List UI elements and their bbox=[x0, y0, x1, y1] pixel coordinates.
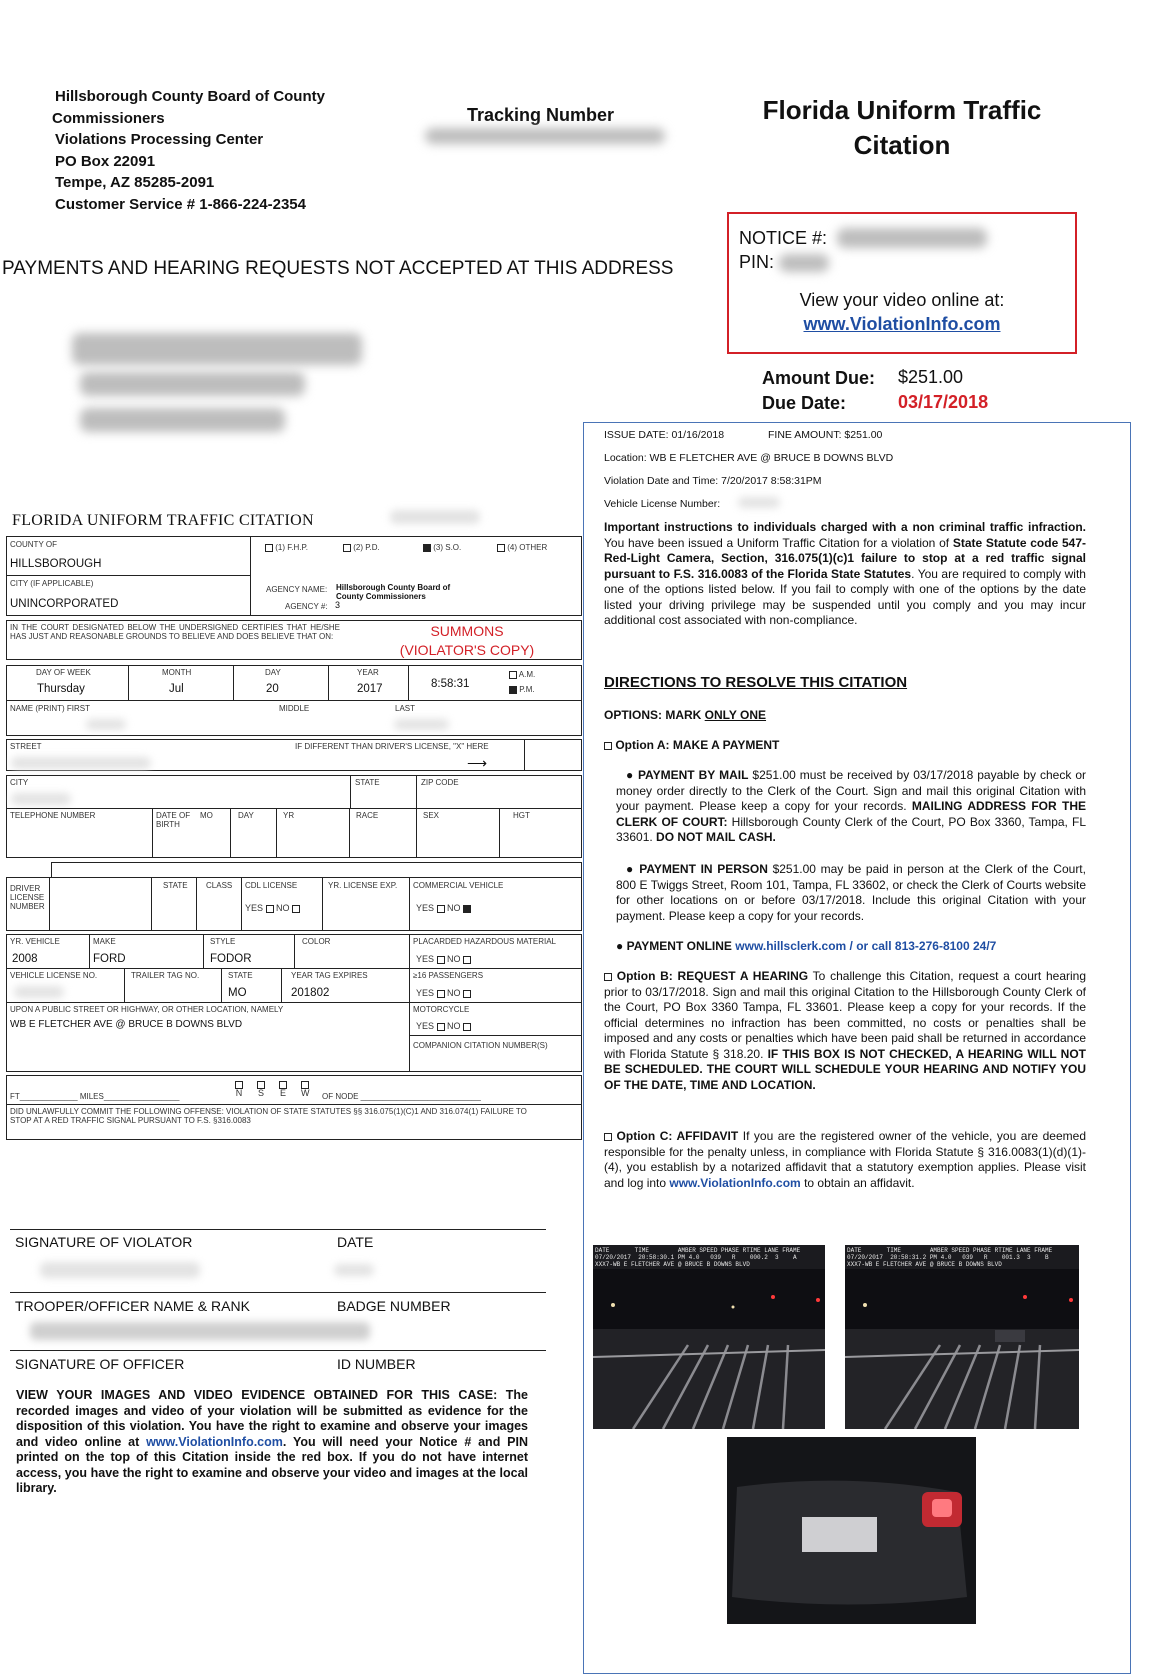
agency-fhp: (1) F.H.P. bbox=[265, 543, 308, 552]
checkbox[interactable] bbox=[604, 973, 612, 981]
redacted-recipient-city bbox=[80, 408, 285, 432]
amount-due-label: Amount Due: bbox=[762, 368, 875, 388]
intersection-scene-1 bbox=[593, 1245, 825, 1429]
document-title bbox=[742, 93, 1062, 163]
checkbox[interactable] bbox=[437, 1023, 445, 1031]
city2-label: CITY bbox=[10, 778, 29, 787]
address-line: Tempe, AZ 85285-2091 bbox=[55, 174, 215, 191]
summons-label bbox=[397, 622, 537, 660]
summons-line-1: SUMMONS bbox=[430, 623, 504, 639]
distance-label: FT_____________ MILES_________________ bbox=[10, 1092, 180, 1101]
day-of-week-label: DAY OF WEEK bbox=[36, 668, 91, 677]
redacted-license-number bbox=[738, 497, 780, 508]
dir-w: W bbox=[301, 1080, 310, 1098]
tag-expires-label: YEAR TAG EXPIRES bbox=[291, 971, 368, 980]
camera-image-1 bbox=[593, 1245, 825, 1429]
address-line: Violations Processing Center bbox=[55, 131, 264, 148]
citation-form bbox=[6, 532, 582, 1172]
evidence-notice: VIEW YOUR IMAGES AND VIDEO EVIDENCE OBTAINED FOR THIS CASE: The recorded images and video of your violation will be submitted as evidence for the disposition of this violation. You have the right to examine and observe your images and video online at www.ViolationInfo.com. You will need your Notice # and PIN printed on the top of this Citation inside the red box. If you do not have internet access, you have the right to examine and observe your video and images at the local library. bbox=[16, 1388, 528, 1495]
redacted-officer-name bbox=[30, 1322, 370, 1340]
tracking-number-label: Tracking Number bbox=[467, 105, 615, 125]
evidence-link[interactable]: www.ViolationInfo.com bbox=[146, 1434, 283, 1449]
certify-cell bbox=[6, 620, 582, 660]
amount-due-value: $251.00 bbox=[898, 367, 964, 387]
time-cell bbox=[408, 665, 582, 701]
of-node-label: OF NODE ___________________________ bbox=[322, 1092, 481, 1101]
city-cell bbox=[6, 575, 251, 616]
redacted-recipient-name bbox=[72, 333, 362, 365]
dl-state-cell bbox=[151, 877, 197, 931]
make-value: FORD bbox=[93, 953, 126, 965]
dob-day-cell bbox=[230, 808, 277, 858]
due-date-value: 03/17/2018 bbox=[898, 392, 989, 412]
violation-date-time: Violation Date and Time: 7/20/2017 8:58:31PM bbox=[604, 475, 822, 487]
commercial-label: COMMERCIAL VEHICLE bbox=[413, 881, 504, 890]
month-label: MONTH bbox=[162, 668, 192, 677]
violationinfo-link[interactable]: www.ViolationInfo.com bbox=[803, 314, 1001, 334]
redacted-first-name bbox=[86, 719, 126, 730]
checkbox[interactable] bbox=[604, 742, 612, 750]
title-line-1: Florida Uniform Traffic bbox=[762, 95, 1042, 125]
dl-number-cell bbox=[6, 877, 152, 931]
phone-label: TELEPHONE NUMBER bbox=[10, 811, 96, 820]
county-cell bbox=[6, 536, 251, 576]
passengers-label: ≥16 PASSENGERS bbox=[413, 971, 484, 980]
option-c: Option C: AFFIDAVIT If you are the registered owner of the vehicle, you are deemed responsible for the penalty unless, in compliance with Florida Statute § 316.0083(1)(d)(1)-(4), you establish by a notarized affidavit that a statutory exemption applies. Please visit and log into www.ViolationInfo.com to obtain an affidavit. bbox=[604, 1129, 1086, 1190]
height-cell bbox=[499, 808, 582, 858]
motorcycle-label: MOTORCYCLE bbox=[413, 1005, 470, 1014]
make-label: MAKE bbox=[93, 937, 116, 946]
certify-text: IN THE COURT DESIGNATED BELOW THE UNDERSIGNED CERTIFIES THAT HE/SHE HAS JUST AND REASONABLE GROUNDS TO BELIEVE AND DOES BELIEVE THAT ON: bbox=[10, 623, 340, 641]
tag-expires-value: 201802 bbox=[291, 987, 330, 999]
vehicle-state-cell bbox=[221, 968, 282, 1003]
vehicle-year-cell bbox=[6, 934, 90, 969]
address-line: Commissioners bbox=[52, 109, 165, 127]
tag-expires-cell bbox=[281, 968, 410, 1003]
day-value: 20 bbox=[266, 683, 279, 695]
address-line: PO Box 22091 bbox=[55, 152, 156, 170]
redacted-form-number bbox=[390, 510, 480, 524]
option-b: Option B: REQUEST A HEARING To challenge this Citation, request a court hearing prior to 03/17/2018. Sign and mail this original Citation to the Hillsborough County Clerk of the Court, PO Box 3360 Tampa, FL 33601. Please keep a copy for your records. If the official determines no infraction has been committed, no costs or penalties shall be imposed and any costs or penalties which have been paid shall be returned in accordance with Florida Statute § 318.20. IF THIS BOX IS NOT CHECKED, A HEARING WILL NOT BE SCHEDULED. THE COURT WILL SCHEDULE YOUR HEARING AND NOTIFY YOU OF THE DATE, TIME AND LOCATION. bbox=[604, 969, 1087, 1092]
day-of-week-value: Thursday bbox=[37, 683, 85, 695]
trailer-tag-label: TRAILER TAG NO. bbox=[131, 971, 200, 980]
payment-in-person: ● PAYMENT IN PERSON $251.00 may be paid in person at the Clerk of the Court, 800 E Twiggs Street, Room 101, Tampa, FL 33602, or check the Clerk of Courts website for other locations on or before 03/17/2018. Include this original Citation with your payment. Please keep a copy for your records. bbox=[616, 862, 1086, 923]
signature-violator-label: SIGNATURE OF VIOLATOR bbox=[15, 1234, 193, 1250]
redacted-street bbox=[11, 757, 151, 769]
due-date-label: Due Date: bbox=[762, 393, 847, 413]
distance-cell bbox=[6, 1075, 582, 1105]
options-heading: OPTIONS: MARK ONLY ONE bbox=[604, 708, 767, 722]
vehicle-year-label: YR. VEHICLE bbox=[10, 937, 60, 946]
dob-label: DATE OF BIRTH bbox=[156, 811, 191, 829]
dob-month-label: MO bbox=[200, 811, 213, 820]
directions-title: DIRECTIONS TO RESOLVE THIS CITATION bbox=[604, 674, 908, 691]
street-different-box[interactable] bbox=[524, 739, 582, 771]
height-label: HGT bbox=[513, 811, 530, 820]
checkbox[interactable] bbox=[292, 905, 300, 913]
city-value: UNINCORPORATED bbox=[10, 598, 119, 610]
camera-header-1: DATE TIME AMBER SPEED PHASE RTIME LANE FRAME 07/20/2017 20:58:30.1 PM 4.0 039 R 000.2 3 A XXX7-WB E FLETCHER AVE @ BRUCE B DOWNS BLVD bbox=[593, 1245, 825, 1269]
redacted-last-name bbox=[394, 719, 449, 730]
hazmat-label: PLACARDED HAZARDOUS MATERIAL bbox=[413, 937, 556, 946]
color-label: COLOR bbox=[302, 937, 331, 946]
checkbox[interactable] bbox=[437, 905, 445, 913]
payment-online: ● PAYMENT ONLINE www.hillsclerk.com / or call 813-276-8100 24/7 bbox=[616, 939, 997, 953]
address-line: Customer Service # 1-866-224-2354 bbox=[55, 195, 306, 213]
checkbox[interactable] bbox=[437, 990, 445, 998]
checkbox-checked[interactable] bbox=[463, 905, 471, 913]
make-cell bbox=[89, 934, 204, 969]
offense-cell bbox=[6, 1104, 582, 1140]
hazmat-cell bbox=[409, 934, 582, 969]
cdl-cell bbox=[241, 877, 323, 931]
dob-cell bbox=[152, 808, 231, 858]
month-value: Jul bbox=[169, 683, 184, 695]
redacted-city bbox=[11, 793, 71, 805]
dob-day-label: DAY bbox=[238, 811, 254, 820]
style-cell bbox=[203, 934, 295, 969]
am-option: A.M. bbox=[509, 670, 535, 679]
style-label: STYLE bbox=[210, 937, 236, 946]
dl-top-strip bbox=[51, 862, 582, 878]
year-value: 2017 bbox=[357, 683, 383, 695]
color-cell bbox=[294, 934, 410, 969]
location-label: UPON A PUBLIC STREET OR HIGHWAY, OR OTHER LOCATION, NAMELY bbox=[10, 1005, 284, 1014]
motorcycle-yes-no: YES NO bbox=[416, 1022, 471, 1031]
state-cell bbox=[350, 775, 417, 809]
companion-label: COMPANION CITATION NUMBER(S) bbox=[413, 1041, 548, 1050]
phone-cell bbox=[6, 808, 153, 858]
street-label: STREET bbox=[10, 742, 42, 751]
name-cell bbox=[6, 700, 582, 736]
signature-date-label: DATE bbox=[337, 1234, 374, 1250]
redacted-notice-number bbox=[837, 228, 987, 248]
arrow-right-icon: ⟶ bbox=[467, 755, 488, 771]
checkbox-checked[interactable] bbox=[509, 686, 517, 694]
checkbox-checked[interactable] bbox=[423, 544, 431, 552]
city-label: CITY (IF APPLICABLE) bbox=[10, 579, 94, 588]
cdl-yes-no: YES NO bbox=[245, 904, 300, 913]
checkbox[interactable] bbox=[343, 544, 351, 552]
sender-address bbox=[52, 86, 325, 215]
zip-label: ZIP CODE bbox=[421, 778, 459, 787]
sex-cell bbox=[416, 808, 500, 858]
camera-header-2: DATE TIME AMBER SPEED PHASE RTIME LANE FRAME 07/20/2017 20:58:31.2 PM 4.0 039 R 001.3 3 B XXX7-WB E FLETCHER AVE @ BRUCE B DOWNS BLVD bbox=[845, 1245, 1079, 1269]
race-cell bbox=[349, 808, 417, 858]
year-label: YEAR bbox=[357, 668, 379, 677]
checkbox[interactable] bbox=[509, 671, 517, 679]
vehicle-state-label: STATE bbox=[228, 971, 253, 980]
address-warning: PAYMENTS AND HEARING REQUESTS NOT ACCEPTED AT THIS ADDRESS bbox=[2, 258, 674, 279]
time-value: 8:58:31 bbox=[431, 678, 470, 690]
pm-option: P.M. bbox=[509, 685, 535, 694]
redacted-violator-signature bbox=[40, 1262, 200, 1278]
checkbox[interactable] bbox=[463, 1023, 471, 1031]
fine-amount: FINE AMOUNT: $251.00 bbox=[768, 429, 883, 441]
pin-label: PIN: bbox=[739, 252, 775, 272]
dob-year-cell bbox=[276, 808, 350, 858]
name-last-label: LAST bbox=[395, 704, 416, 713]
id-number-label: ID NUMBER bbox=[337, 1356, 416, 1372]
vehicle-rear-image bbox=[727, 1437, 976, 1624]
day-of-week-cell bbox=[6, 665, 129, 701]
important-instructions: Important instructions to individuals charged with a non criminal traffic infraction. You have been issued a Uniform Traffic Citation for a violation of State Statute code 547-Red-Light Camera, Section, 316.075(1)(c)1 failure to stop at a red traffic signal pursuant to F.S. 316.0083 of the Florida State Statutes. You are required to comply with one of the options listed below. If you fail to comply with one of the options by the date listed your driving privilege may be suspended until you comply and you may incur additional cost associated with non-compliance. bbox=[604, 520, 1087, 627]
checkbox[interactable] bbox=[463, 990, 471, 998]
redacted-signature-date bbox=[334, 1264, 374, 1276]
location-cell bbox=[6, 1002, 410, 1072]
address-line: Hillsborough County Board of County bbox=[55, 88, 325, 105]
vehicle-state-value: MO bbox=[228, 987, 247, 999]
notice-number-label: NOTICE #: bbox=[739, 228, 828, 248]
location-value: WB E FLETCHER AVE @ BRUCE B DOWNS BLVD bbox=[10, 1019, 243, 1030]
form-title: FLORIDA UNIFORM TRAFFIC CITATION bbox=[12, 512, 314, 529]
affidavit-link[interactable]: www.ViolationInfo.com bbox=[669, 1175, 801, 1190]
sex-label: SEX bbox=[423, 811, 440, 820]
passengers-yes-no: YES NO bbox=[416, 989, 471, 998]
dl-exp-label: YR. LICENSE EXP. bbox=[328, 881, 398, 890]
license-plate-closeup bbox=[727, 1437, 976, 1624]
redacted-tracking-number bbox=[425, 128, 665, 144]
dl-state-label: STATE bbox=[163, 881, 188, 890]
video-online-text: View your video online at: bbox=[799, 290, 1005, 310]
cdl-label: CDL LICENSE bbox=[245, 881, 298, 890]
companion-cell bbox=[409, 1035, 582, 1072]
dl-exp-cell bbox=[322, 877, 410, 931]
vehicle-year-value: 2008 bbox=[12, 953, 38, 965]
agency-name-value: Hillsborough County Board of County Commissioners bbox=[336, 583, 451, 601]
hillsclerk-link[interactable]: www.hillsclerk.com / or call 813-276-8100 24/7 bbox=[735, 939, 997, 953]
motorcycle-cell bbox=[409, 1002, 582, 1036]
street-note: IF DIFFERENT THAN DRIVER'S LICENSE, "X" HERE bbox=[295, 742, 489, 751]
checkbox[interactable] bbox=[604, 1133, 612, 1141]
dob-year-label: YR bbox=[283, 811, 295, 820]
agency-cell bbox=[250, 536, 582, 616]
summons-line-2: (VIOLATOR'S COPY) bbox=[399, 642, 535, 658]
badge-number-label: BADGE NUMBER bbox=[337, 1298, 451, 1314]
dir-s: S bbox=[257, 1080, 265, 1098]
checkbox[interactable] bbox=[265, 544, 273, 552]
day-label: DAY bbox=[265, 668, 281, 677]
day-cell bbox=[233, 665, 329, 701]
vehicle-license-label: VEHICLE LICENSE NO. bbox=[10, 971, 98, 980]
hazmat-yes-no: YES NO bbox=[416, 955, 471, 964]
dl-number-label: DRIVER LICENSE NUMBER bbox=[10, 884, 45, 911]
name-middle-label: MIDDLE bbox=[279, 704, 310, 713]
checkbox[interactable] bbox=[497, 544, 505, 552]
officer-signature-line bbox=[10, 1350, 546, 1351]
checkbox[interactable] bbox=[266, 905, 274, 913]
redacted-pin bbox=[779, 254, 829, 272]
payment-by-mail: ● PAYMENT BY MAIL $251.00 must be received by 03/17/2018 payable by check or money order directly to the Clerk of the Court. Sign and mail this original Citation with your payment. Please keep a copy for your records. MAILING ADDRESS FOR THE CLERK OF COURT: Hillsborough County Clerk of the Court, PO Box 3360, Tampa, FL 33601. DO NOT MAIL CASH. bbox=[616, 768, 1086, 844]
trailer-tag-cell bbox=[124, 968, 222, 1003]
offense-text: DID UNLAWFULLY COMMIT THE FOLLOWING OFFENSE: VIOLATION OF STATE STATUTES §§ 316.075(1)(C)1 AND 316.074(1) FAILURE TO STOP AT A RED TRAFFIC SIGNAL PURSUANT TO F.S. §316.0083 bbox=[10, 1107, 527, 1125]
title-line-2: Citation bbox=[853, 130, 951, 160]
name-first-label: NAME (PRINT) FIRST bbox=[10, 704, 90, 713]
style-value: FODOR bbox=[210, 953, 252, 965]
dir-e: E bbox=[279, 1080, 287, 1098]
commercial-cell bbox=[409, 877, 582, 931]
year-cell bbox=[328, 665, 409, 701]
issue-date: ISSUE DATE: 01/16/2018 bbox=[604, 429, 725, 441]
agency-number-label: AGENCY #: bbox=[285, 602, 328, 611]
vehicle-license-number: Vehicle License Number: bbox=[604, 498, 721, 510]
county-value: HILLSBOROUGH bbox=[10, 558, 102, 570]
notice-box bbox=[727, 212, 1077, 354]
state-label: STATE bbox=[355, 778, 380, 787]
camera-image-2 bbox=[845, 1245, 1079, 1429]
passengers-cell bbox=[409, 968, 582, 1003]
trooper-name-label: TROOPER/OFFICER NAME & RANK bbox=[15, 1298, 250, 1314]
dir-n: N bbox=[235, 1080, 243, 1098]
checkbox[interactable] bbox=[437, 956, 445, 964]
dl-class-label: CLASS bbox=[206, 881, 233, 890]
month-cell bbox=[128, 665, 234, 701]
agency-number-value: 3 bbox=[335, 600, 341, 610]
agency-other: (4) OTHER bbox=[497, 543, 547, 552]
redacted-recipient-street bbox=[80, 372, 305, 396]
violation-location: Location: WB E FLETCHER AVE @ BRUCE B DOWNS BLVD bbox=[604, 452, 894, 464]
agency-so: (3) S.O. bbox=[423, 543, 461, 552]
signature-violator-line bbox=[10, 1229, 546, 1230]
zip-cell bbox=[416, 775, 582, 809]
agency-pd: (2) P.D. bbox=[343, 543, 380, 552]
dl-class-cell bbox=[196, 877, 242, 931]
signature-officer-label: SIGNATURE OF OFFICER bbox=[15, 1356, 185, 1372]
race-label: RACE bbox=[356, 811, 379, 820]
checkbox[interactable] bbox=[463, 956, 471, 964]
county-label: COUNTY OF bbox=[10, 540, 57, 549]
intersection-scene-2 bbox=[845, 1245, 1079, 1429]
agency-name-label: AGENCY NAME: bbox=[266, 585, 328, 594]
option-a[interactable]: Option A: MAKE A PAYMENT bbox=[604, 738, 779, 752]
redacted-plate bbox=[14, 986, 64, 998]
commercial-yes-no: YES NO bbox=[416, 904, 471, 913]
trooper-line bbox=[10, 1292, 546, 1293]
